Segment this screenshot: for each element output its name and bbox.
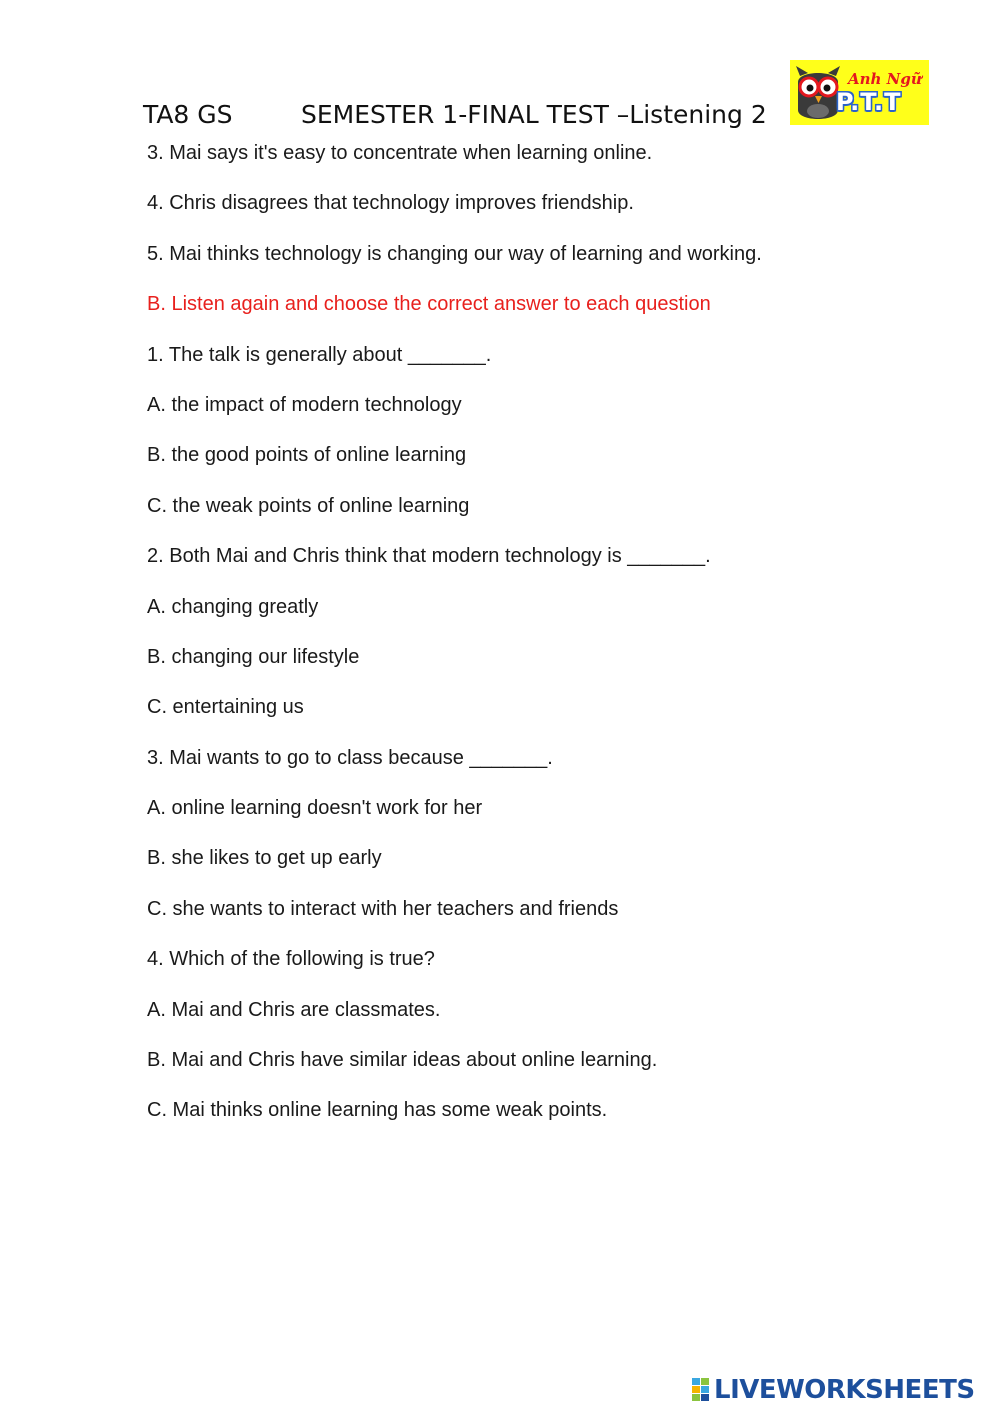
question-4-option-c: C. Mai thinks online learning has some weak points. <box>147 1099 608 1122</box>
liveworksheets-watermark <box>690 1375 990 1405</box>
question-1-option-b: B. the good points of online learning <box>147 444 467 467</box>
statement-5: 5. Mai thinks technology is changing our way of learning and working. <box>147 242 762 265</box>
section-b-instruction: B. Listen again and choose the correct answer to each question <box>147 293 711 316</box>
question-2-option-a: A. changing greatly <box>147 595 319 618</box>
question-3-option-b: B. she likes to get up early <box>147 847 382 870</box>
statement-3: 3. Mai says it's easy to concentrate when learning online. <box>147 142 653 164</box>
question-1-option-c: C. the weak points of online learning <box>147 494 470 517</box>
question-2: 2. Both Mai and Chris think that modern technology is _______. <box>147 545 711 568</box>
question-4-option-a: A. Mai and Chris are classmates. <box>147 998 441 1021</box>
test-title: SEMESTER 1-FINAL TEST –Listening 2 <box>301 100 767 129</box>
question-3: 3. Mai wants to go to class because _______. <box>147 746 553 769</box>
question-2-option-b: B. changing our lifestyle <box>147 645 360 668</box>
question-3-option-a: A. online learning doesn't work for her <box>147 797 483 820</box>
logo-text-bottom: P.T.T <box>836 88 902 116</box>
question-1: 1. The talk is generally about _______. <box>147 343 492 366</box>
school-logo <box>790 60 929 125</box>
worksheet-header <box>143 100 767 129</box>
question-2-option-c: C. entertaining us <box>147 696 304 719</box>
class-code: TA8 GS <box>143 100 233 129</box>
question-1-option-a: A. the impact of modern technology <box>147 393 462 416</box>
question-3-option-c: C. she wants to interact with her teachers and friends <box>147 897 619 920</box>
liveworksheets-wordmark: LIVEWORKSHEETS <box>714 1375 975 1405</box>
question-4: 4. Which of the following is true? <box>147 948 435 971</box>
logo-text-top: Anh Ngữ <box>848 70 922 88</box>
liveworksheets-logo-icon <box>692 1378 710 1402</box>
question-4-option-b: B. Mai and Chris have similar ideas about online learning. <box>147 1049 658 1072</box>
worksheet-content <box>147 140 967 1148</box>
statement-4: 4. Chris disagrees that technology improves friendship. <box>147 192 634 215</box>
